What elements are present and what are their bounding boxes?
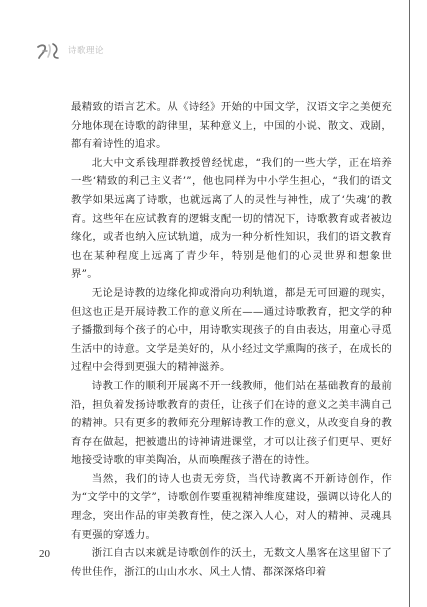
paragraph-1: 最精致的语言艺术。从《诗经》开始的中国文学，汉语文字之美便充分地体现在诗歌的韵律里，某种意义上，中国的小说、散文、戏剧，都有着诗性的追求。 xyxy=(71,101,392,151)
page-number: 20 xyxy=(39,548,50,560)
paragraph-6: 浙江自古以来就是诗歌创作的沃土，无数文人墨客在这里留下了传世佳作，浙江的山山水水、风土人情、都深深烙印着 xyxy=(71,547,392,578)
right-margin-rule xyxy=(409,0,410,607)
paragraph-2: 北大中文系钱理群教授曾经忧虑，“我们的一些大学，正在培养一些‘精致的利己主义者’”，他也同样为中小学生担心，“我们的语文教学如果远离了诗歌，也就远离了人的灵性与神性，成了‘失魂’的教育。这些年在应试教育的逻辑支配一切的情况下，诗歌教育或者被边缘化，或者也纳入应试轨道，成为一种分析性知识，我们的语文教育也在某种程度上远离了青少年，特别是他们的心灵世界和想象世界”。 xyxy=(71,156,392,281)
section-title: 诗歌理论 xyxy=(68,45,105,56)
paragraph-3: 无论是诗教的边缘化抑或滑向功利轨道，都是无可回避的现实，但这也正是开展诗教工作的意义所在——通过诗歌教育，把文学的种子播撒到每个孩子的心中，用诗歌实现孩子的自由表达，用童心寻觅生活中的诗意。文学是美好的，从小经过文学熏陶的孩子，在成长的过程中会得到更强大的精神滋养。 xyxy=(71,286,392,374)
paragraph-4: 诗教工作的顺利开展离不开一线教师，他们站在基础教育的最前沿，担负着发扬诗歌教育的责任，让孩子们在诗的意义之美丰满自己的精神。只有更多的教师充分理解诗教工作的意义，从改变自身的教育存在做起，把被遗出的诗神请进课堂，才可以让孩子们更早、更好地接受诗歌的审美陶冶，从而唤醒孩子潜在的诗性。 xyxy=(71,379,392,467)
body-text xyxy=(71,98,392,581)
paragraph-5: 当然，我们的诗人也责无旁贷，当代诗教离不开新诗创作，作为“文学中的文学”，诗歌创作要重视精神维度建设，强调以诗化人的理念，突出作品的审美教育性，使之深入人心，对人的精神、灵魂具有更强的穿透力。 xyxy=(71,472,392,541)
calligraphy-logo-icon xyxy=(36,41,62,61)
running-header xyxy=(36,41,104,61)
